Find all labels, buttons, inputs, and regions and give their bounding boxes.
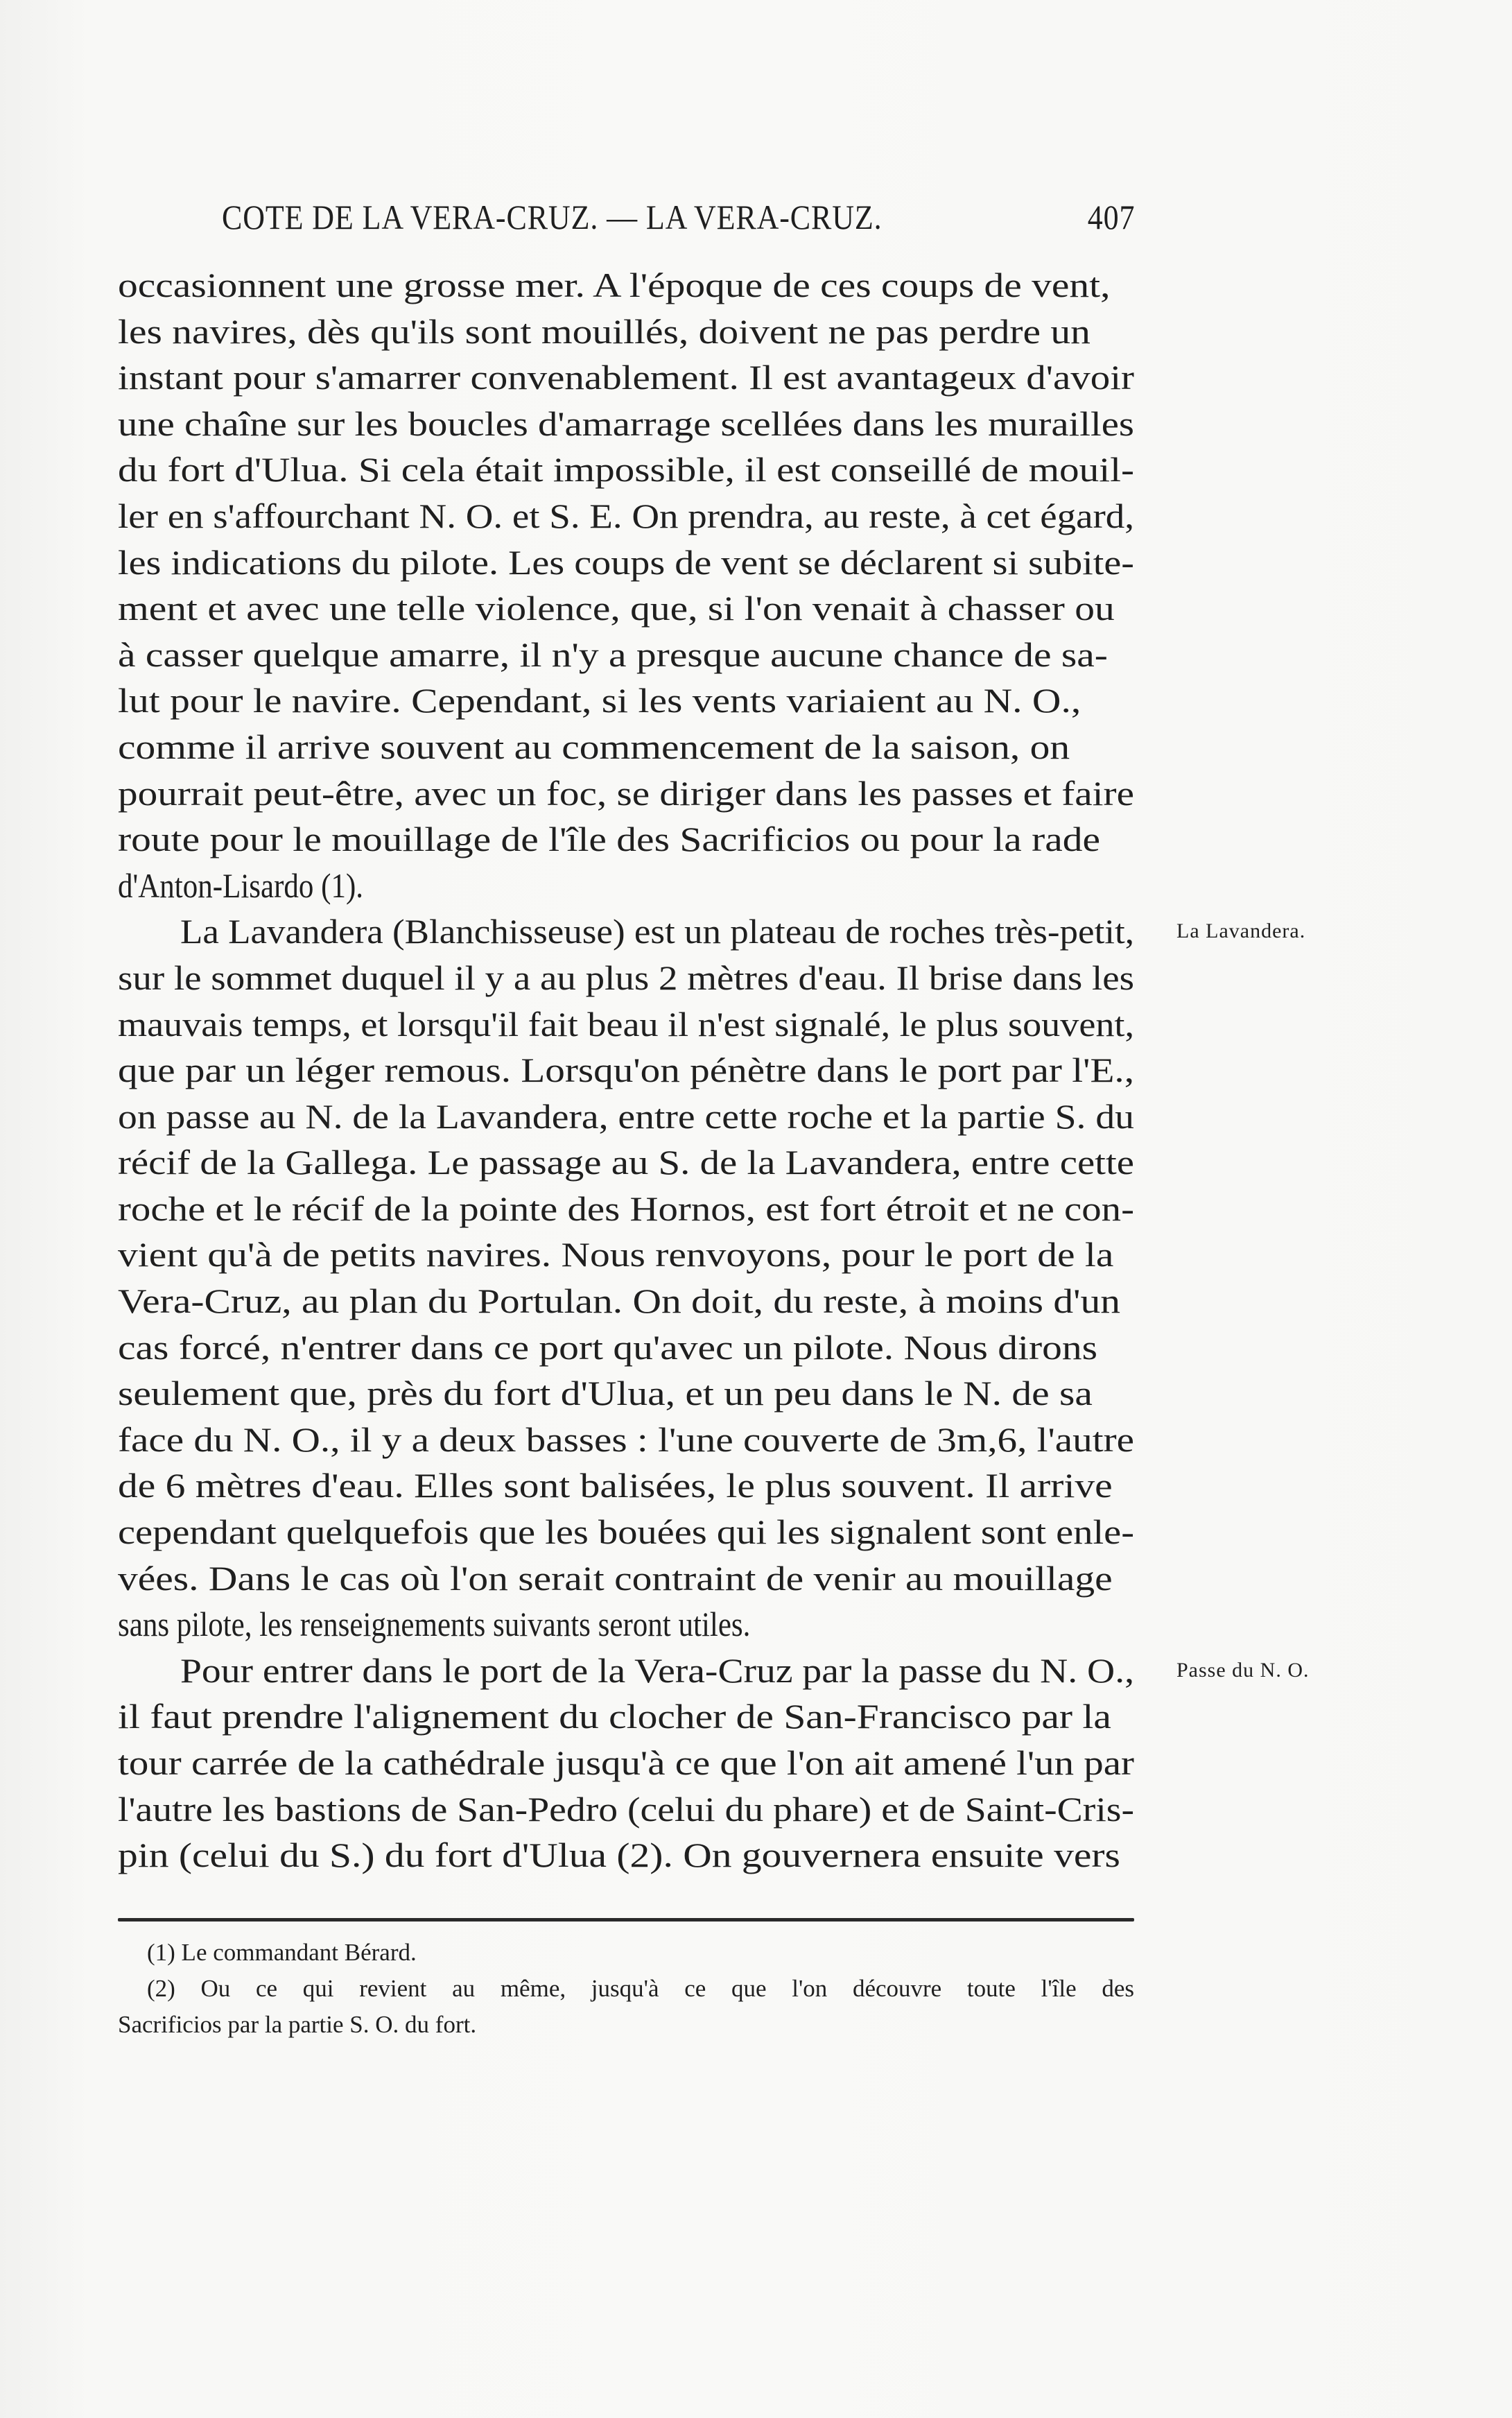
body-line: La Lavandera (Blanchisseuse) est un plateau de roches très-petit, bbox=[180, 912, 1134, 951]
body-line: d'Anton-Lisardo (1). bbox=[118, 865, 364, 905]
body-line: pin (celui du S.) du fort d'Ulua (2). On gouvernera ensuite vers bbox=[118, 1836, 1120, 1875]
body-line: il faut prendre l'alignement du clocher de San-Francisco par la bbox=[118, 1697, 1111, 1736]
footnote: (1) Le commandant Bérard. bbox=[147, 1939, 417, 1966]
body-line: instant pour s'amarrer convenablement. Il est avantageux d'avoir bbox=[118, 358, 1134, 397]
body-line: vient qu'à de petits navires. Nous renvoyons, pour le port de la bbox=[118, 1235, 1114, 1275]
body-line: une chaîne sur les boucles d'amarrage scellées dans les murailles bbox=[118, 404, 1134, 443]
body-line: l'autre les bastions de San-Pedro (celui du phare) et de Saint-Cris- bbox=[118, 1789, 1134, 1829]
footnote: (2) Ou ce qui revient au même, jusqu'à ce que l'on découvre toute l'île des bbox=[147, 1975, 1134, 2002]
body-line: pourrait peut-être, avec un foc, se diriger dans les passes et faire bbox=[118, 773, 1134, 813]
body-line: route pour le mouillage de l'île des Sacrificios ou pour la rade bbox=[118, 820, 1101, 859]
body-line: mauvais temps, et lorsqu'il fait beau il n'est signalé, le plus souvent, bbox=[118, 1004, 1134, 1044]
body-line: on passe au N. de la Lavandera, entre cette roche et la partie S. du bbox=[118, 1096, 1134, 1136]
body-line: les indications du pilote. Les coups de vent se déclarent si subite- bbox=[118, 542, 1134, 582]
margin-note: Passe du N. O. bbox=[1176, 1659, 1310, 1682]
body-line: tour carrée de la cathédrale jusqu'à ce que l'on ait amené l'un par bbox=[118, 1743, 1134, 1782]
body-line: du fort d'Ulua. Si cela était impossible, il est conseillé de mouil- bbox=[118, 450, 1134, 490]
body-line: lut pour le navire. Cependant, si les vents variaient au N. O., bbox=[118, 681, 1081, 720]
footnotes bbox=[118, 1935, 1134, 2043]
body-line: sur le sommet duquel il y a au plus 2 mètres d'eau. Il brise dans les bbox=[118, 958, 1134, 997]
body-line: vées. Dans le cas où l'on serait contraint de venir au mouillage bbox=[118, 1558, 1113, 1598]
body-line: seulement que, près du fort d'Ulua, et un peu dans le N. de sa bbox=[118, 1374, 1093, 1413]
body-line: que par un léger remous. Lorsqu'on pénètre dans le port par l'E., bbox=[118, 1051, 1134, 1090]
body-line: Pour entrer dans le port de la Vera-Cruz par la passe du N. O., bbox=[180, 1650, 1134, 1690]
body-line: face du N. O., il y a deux basses : l'une couverte de 3m,6, l'autre bbox=[118, 1419, 1134, 1459]
body-line: cependant quelquefois que les bouées qui les signalent sont enle- bbox=[118, 1512, 1134, 1552]
footnote: Sacrificios par la partie S. O. du fort. bbox=[118, 2011, 477, 2038]
body-line: roche et le récif de la pointe des Hornos, est fort étroit et ne con- bbox=[118, 1189, 1134, 1228]
body-line: sans pilote, les renseignements suivants seront utiles. bbox=[118, 1605, 751, 1644]
body-line: Vera-Cruz, au plan du Portulan. On doit, du reste, à moins d'un bbox=[118, 1281, 1120, 1321]
body-line: cas forcé, n'entrer dans ce port qu'avec un pilote. Nous dirons bbox=[118, 1327, 1098, 1367]
running-head-title: COTE DE LA VERA-CRUZ. — LA VERA-CRUZ. bbox=[222, 198, 883, 236]
body-line: occasionnent une grosse mer. A l'époque de ces coups de vent, bbox=[118, 266, 1111, 304]
body-line: de 6 mètres d'eau. Elles sont balisées, le plus souvent. Il arrive bbox=[118, 1466, 1113, 1505]
body-line: les navires, dès qu'ils sont mouillés, doivent ne pas perdre un bbox=[118, 311, 1090, 351]
body-text bbox=[118, 262, 1134, 1879]
margin-note: La Lavandera. bbox=[1176, 919, 1306, 943]
body-line: récif de la Gallega. Le passage au S. de la Lavandera, entre cette bbox=[118, 1143, 1134, 1182]
page-number: 407 bbox=[1087, 198, 1136, 236]
body-line: comme il arrive souvent au commencement de la saison, on bbox=[118, 727, 1070, 766]
footnote-rule bbox=[118, 1918, 1134, 1922]
body-line: ler en s'affourchant N. O. et S. E. On prendra, au reste, à cet égard, bbox=[118, 496, 1134, 535]
body-line: à casser quelque amarre, il n'y a presque aucune chance de sa- bbox=[118, 634, 1108, 674]
body-line: ment et avec une telle violence, que, si l'on venait à chasser ou bbox=[118, 589, 1115, 628]
running-head bbox=[222, 196, 1135, 239]
